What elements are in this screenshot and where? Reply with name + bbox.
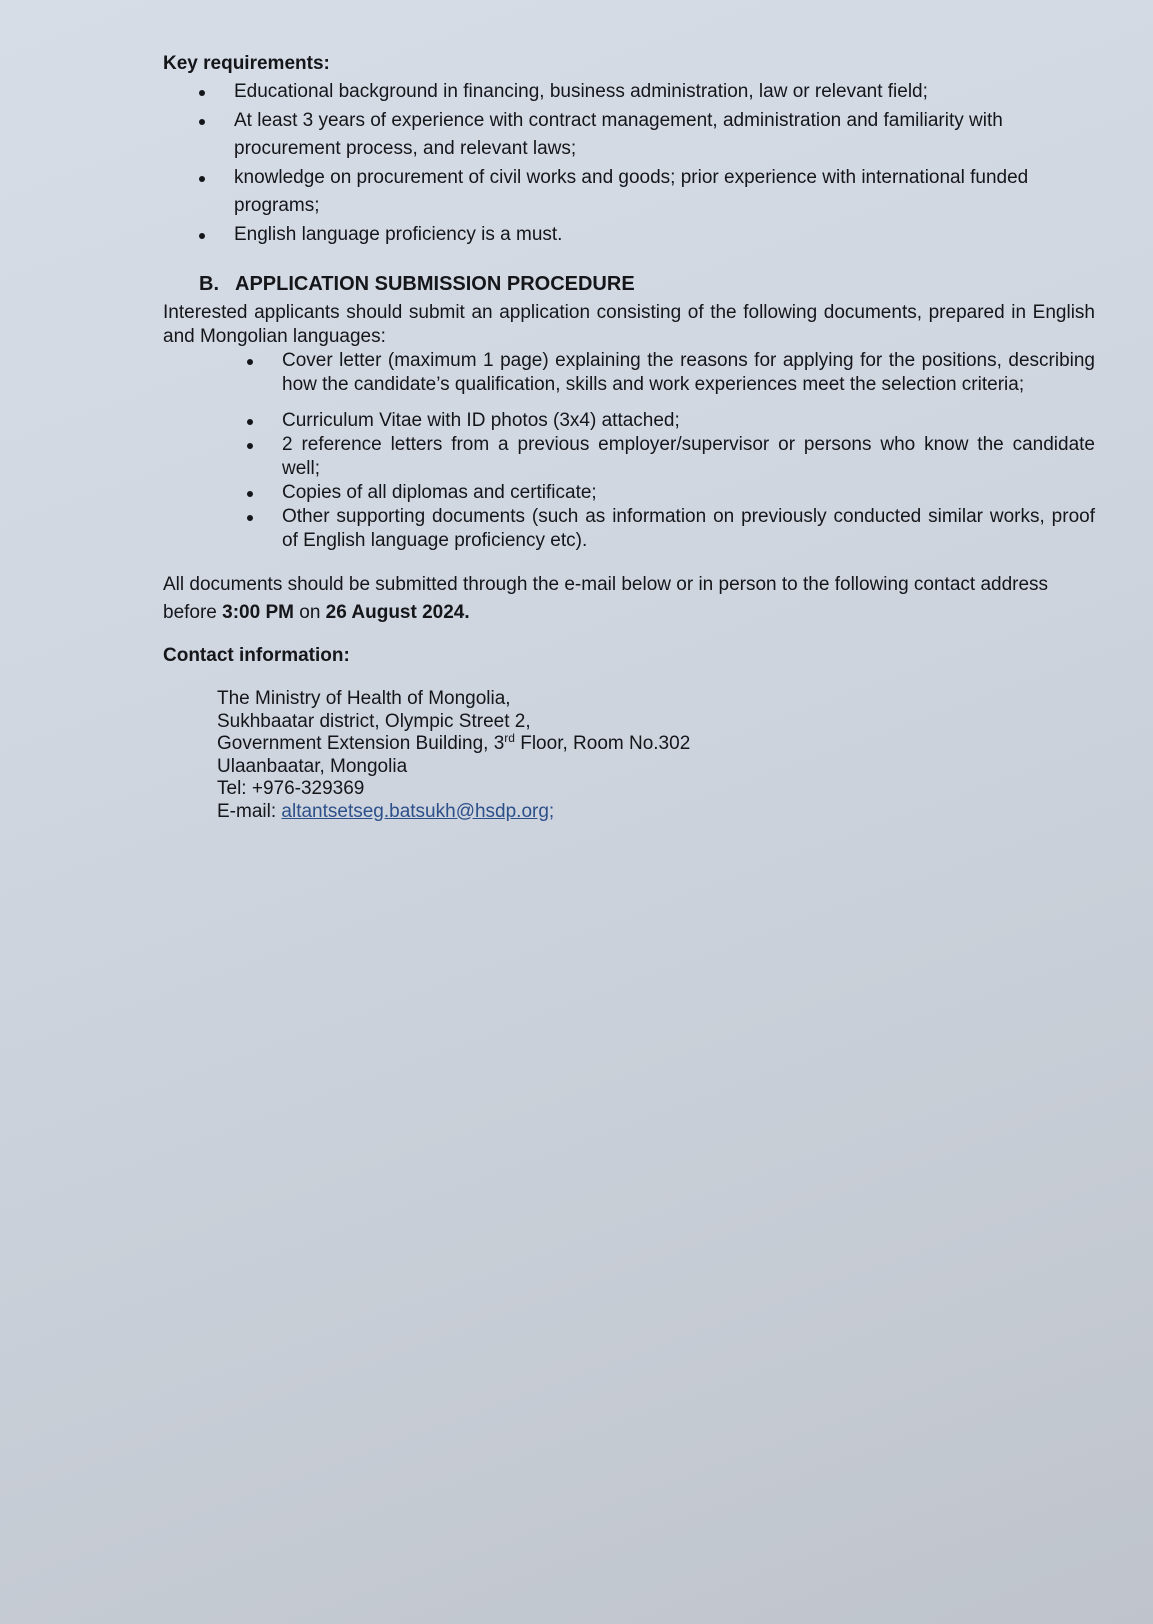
list-item-text: English language proficiency is a must. (234, 224, 563, 245)
floor-ordinal: rd (504, 731, 515, 745)
section-intro: Interested applicants should submit an application consisting of the following documents, prepared in English and Mongolian languages: (163, 302, 1095, 347)
address-organization: The Ministry of Health of Mongolia, (217, 688, 511, 709)
bullet-icon (247, 515, 253, 521)
deadline-connector: on (293, 602, 326, 623)
list-item-text: At least 3 years of experience with contract management, administration and familiarity with procurement process, and relevant laws; (234, 110, 1003, 159)
email-link[interactable]: altantsetseg.batsukh@hsdp.org (281, 800, 549, 822)
list-item-text: Educational background in financing, business administration, law or relevant field; (234, 81, 928, 102)
list-item (163, 505, 1095, 553)
deadline-date: 26 August 2024. (325, 602, 470, 623)
list-item (163, 433, 1095, 481)
address-street: Sukhbaatar district, Olympic Street 2, (217, 710, 531, 732)
contact-email-line (217, 801, 1095, 824)
bullet-icon (247, 359, 253, 365)
key-requirements-heading: Key requirements: (163, 53, 330, 74)
list-item (163, 349, 1095, 397)
bullet-icon (247, 419, 253, 425)
list-item (163, 221, 1095, 249)
list-item-text: Copies of all diplomas and certificate; (282, 482, 597, 503)
key-requirements-list (163, 78, 1095, 249)
address-city: Ulaanbaatar, Mongolia (217, 755, 408, 777)
email-label: E-mail: (217, 800, 282, 822)
list-item (163, 107, 1095, 163)
list-item (163, 164, 1095, 220)
list-item-text: Other supporting documents (such as information on previously conducted similar works, proof of English language proficiency etc). (282, 506, 1095, 551)
list-item-text: 2 reference letters from a previous employer/supervisor or persons who know the candidate well; (282, 434, 1095, 479)
email-trailing: ; (548, 800, 555, 822)
address-building (217, 733, 1095, 756)
deadline-text: All documents should be submitted through the e-mail below or in person to the following contact address before (163, 574, 1049, 623)
bullet-icon (199, 233, 205, 239)
section-title: APPLICATION SUBMISSION PROCEDURE (235, 273, 635, 295)
bullet-icon (247, 491, 253, 497)
bullet-icon (199, 90, 205, 96)
contact-address (163, 688, 1095, 823)
address-building-text: Government Extension Building, 3 (217, 733, 505, 754)
list-item-text: Cover letter (maximum 1 page) explaining the reasons for applying for the positions, describing how the candidate’s qualification, skills and work experiences meet the selection criteria; (282, 350, 1095, 395)
section-letter: B. (199, 273, 219, 295)
required-documents-list (163, 349, 1095, 553)
section-b-heading (163, 269, 1095, 299)
submission-deadline (163, 571, 1095, 627)
list-item (163, 409, 1095, 433)
deadline-time: 3:00 PM (222, 602, 294, 623)
list-item-text: knowledge on procurement of civil works and goods; prior experience with international funded programs; (234, 167, 1029, 216)
list-item-text: Curriculum Vitae with ID photos (3x4) attached; (282, 410, 680, 431)
address-room-text: Floor, Room No.302 (514, 733, 691, 754)
list-item (163, 481, 1095, 505)
bullet-icon (247, 443, 253, 449)
document-body (163, 50, 1095, 823)
contact-heading: Contact information: (163, 645, 350, 666)
list-item (163, 78, 1095, 106)
bullet-icon (199, 176, 205, 182)
bullet-icon (199, 119, 205, 125)
contact-phone: Tel: +976-329369 (217, 778, 365, 799)
